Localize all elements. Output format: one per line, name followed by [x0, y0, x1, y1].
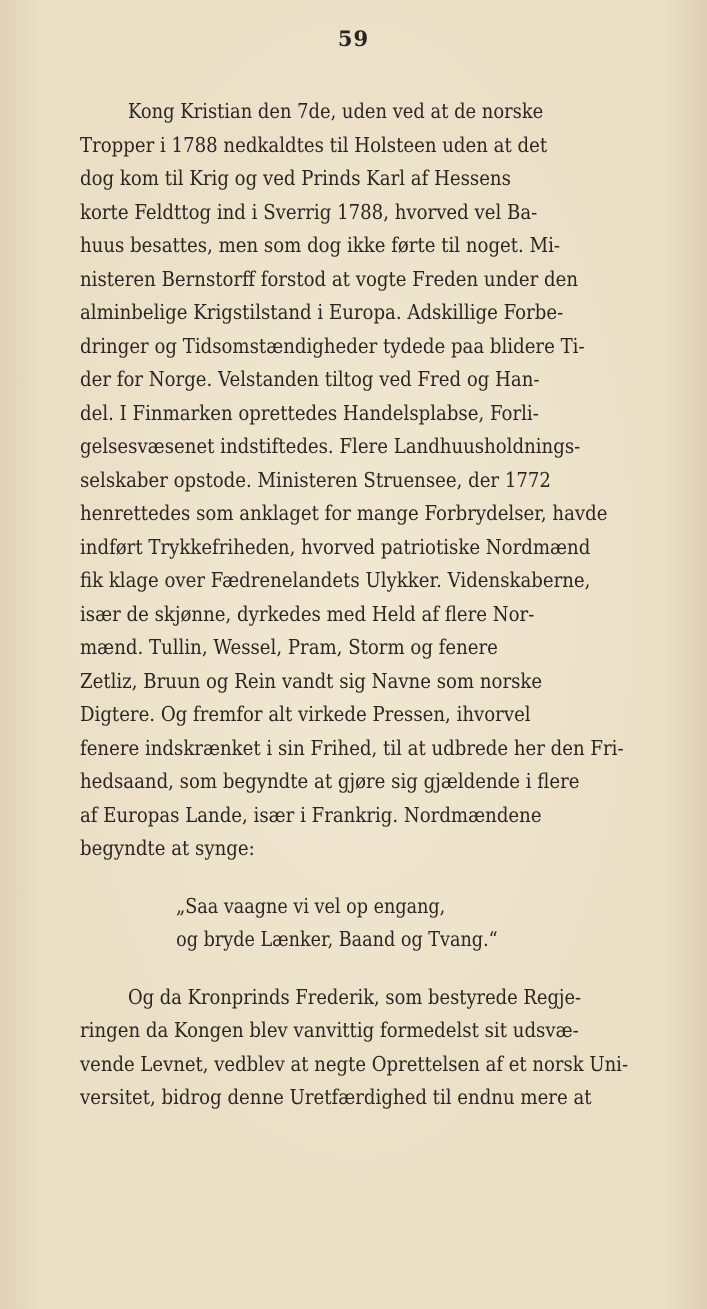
text-line: versitet, bidrog denne Uretfærdighed til endnu mere at — [80, 1085, 592, 1109]
text-line: Og da Kronprinds Frederik, som bestyrede Regje- — [127, 984, 582, 1009]
text-line: indført Trykkefriheden, hvorved patriotiske Nordmænd — [80, 534, 591, 559]
text-line: korte Feldttog ind i Sverrig 1788, hvorved vel Ba- — [80, 199, 538, 224]
text-line: Tropper i 1788 nedkaldtes til Holsteen uden at det — [80, 132, 548, 157]
text-line: dringer og Tidsomstændigheder tydede paa blidere Ti- — [80, 333, 585, 358]
text-line: dog kom til Krig og ved Prinds Karl af Hessens — [80, 166, 511, 190]
text-line: vende Levnet, vedblev at negte Oprettelsen af et norsk Uni- — [80, 1051, 629, 1076]
text-line: nisteren Bernstorff forstod at vogte Freden under den — [80, 266, 579, 291]
text-line: gelsesvæsenet indstiftedes. Flere Landhuusholdnings- — [80, 434, 581, 458]
text-line: huus besattes, men som dog ikke førte til noget. Mi- — [80, 233, 561, 257]
text-line: hedsaand, som begyndte at gjøre sig gjældende i flere — [80, 769, 580, 793]
text-line: ringen da Kongen blev vanvittig formedelst sit udsvæ- — [80, 1018, 579, 1042]
text-line: der for Norge. Velstanden tiltog ved Fred og Han- — [80, 367, 540, 391]
text-line: fenere indskrænket i sin Frihed, til at udbrede her den Fri- — [80, 735, 624, 760]
text-line: fik klage over Fædrenelandets Ulykker. Videnskaberne, — [80, 568, 591, 592]
verse-spacer — [80, 866, 700, 890]
text-line: del. I Finmarken oprettedes Handelsplabse, Forli- — [80, 400, 539, 425]
body-text — [80, 95, 700, 1115]
page-number: 59 — [337, 26, 370, 51]
paragraph-spacer — [80, 957, 700, 981]
text-line: selskaber opstode. Ministeren Struensee, der 1772 — [80, 467, 551, 492]
verse-line: og bryde Lænker, Baand og Tvang.“ — [176, 927, 498, 951]
text-line: alminbelige Krigstilstand i Europa. Adskillige Forbe- — [80, 300, 564, 324]
text-line: af Europas Lande, især i Frankrig. Nordmændene — [80, 802, 542, 827]
verse-line: „Saa vaagne vi vel op engang, — [176, 893, 446, 918]
text-line: mænd. Tullin, Wessel, Pram, Storm og fenere — [80, 635, 498, 659]
text-line: især de skjønne, dyrkedes med Held af flere Nor- — [80, 601, 535, 626]
text-line: begyndte at synge: — [80, 836, 255, 860]
text-line: Kong Kristian den 7de, uden ved at de norske — [127, 99, 544, 123]
text-line: Digtere. Og fremfor alt virkede Pressen, ihvorvel — [80, 702, 531, 726]
text-line: henrettedes som anklaget for mange Forbrydelser, havde — [80, 501, 608, 525]
text-line: Zetliz, Bruun og Rein vandt sig Navne som norske — [80, 668, 543, 693]
